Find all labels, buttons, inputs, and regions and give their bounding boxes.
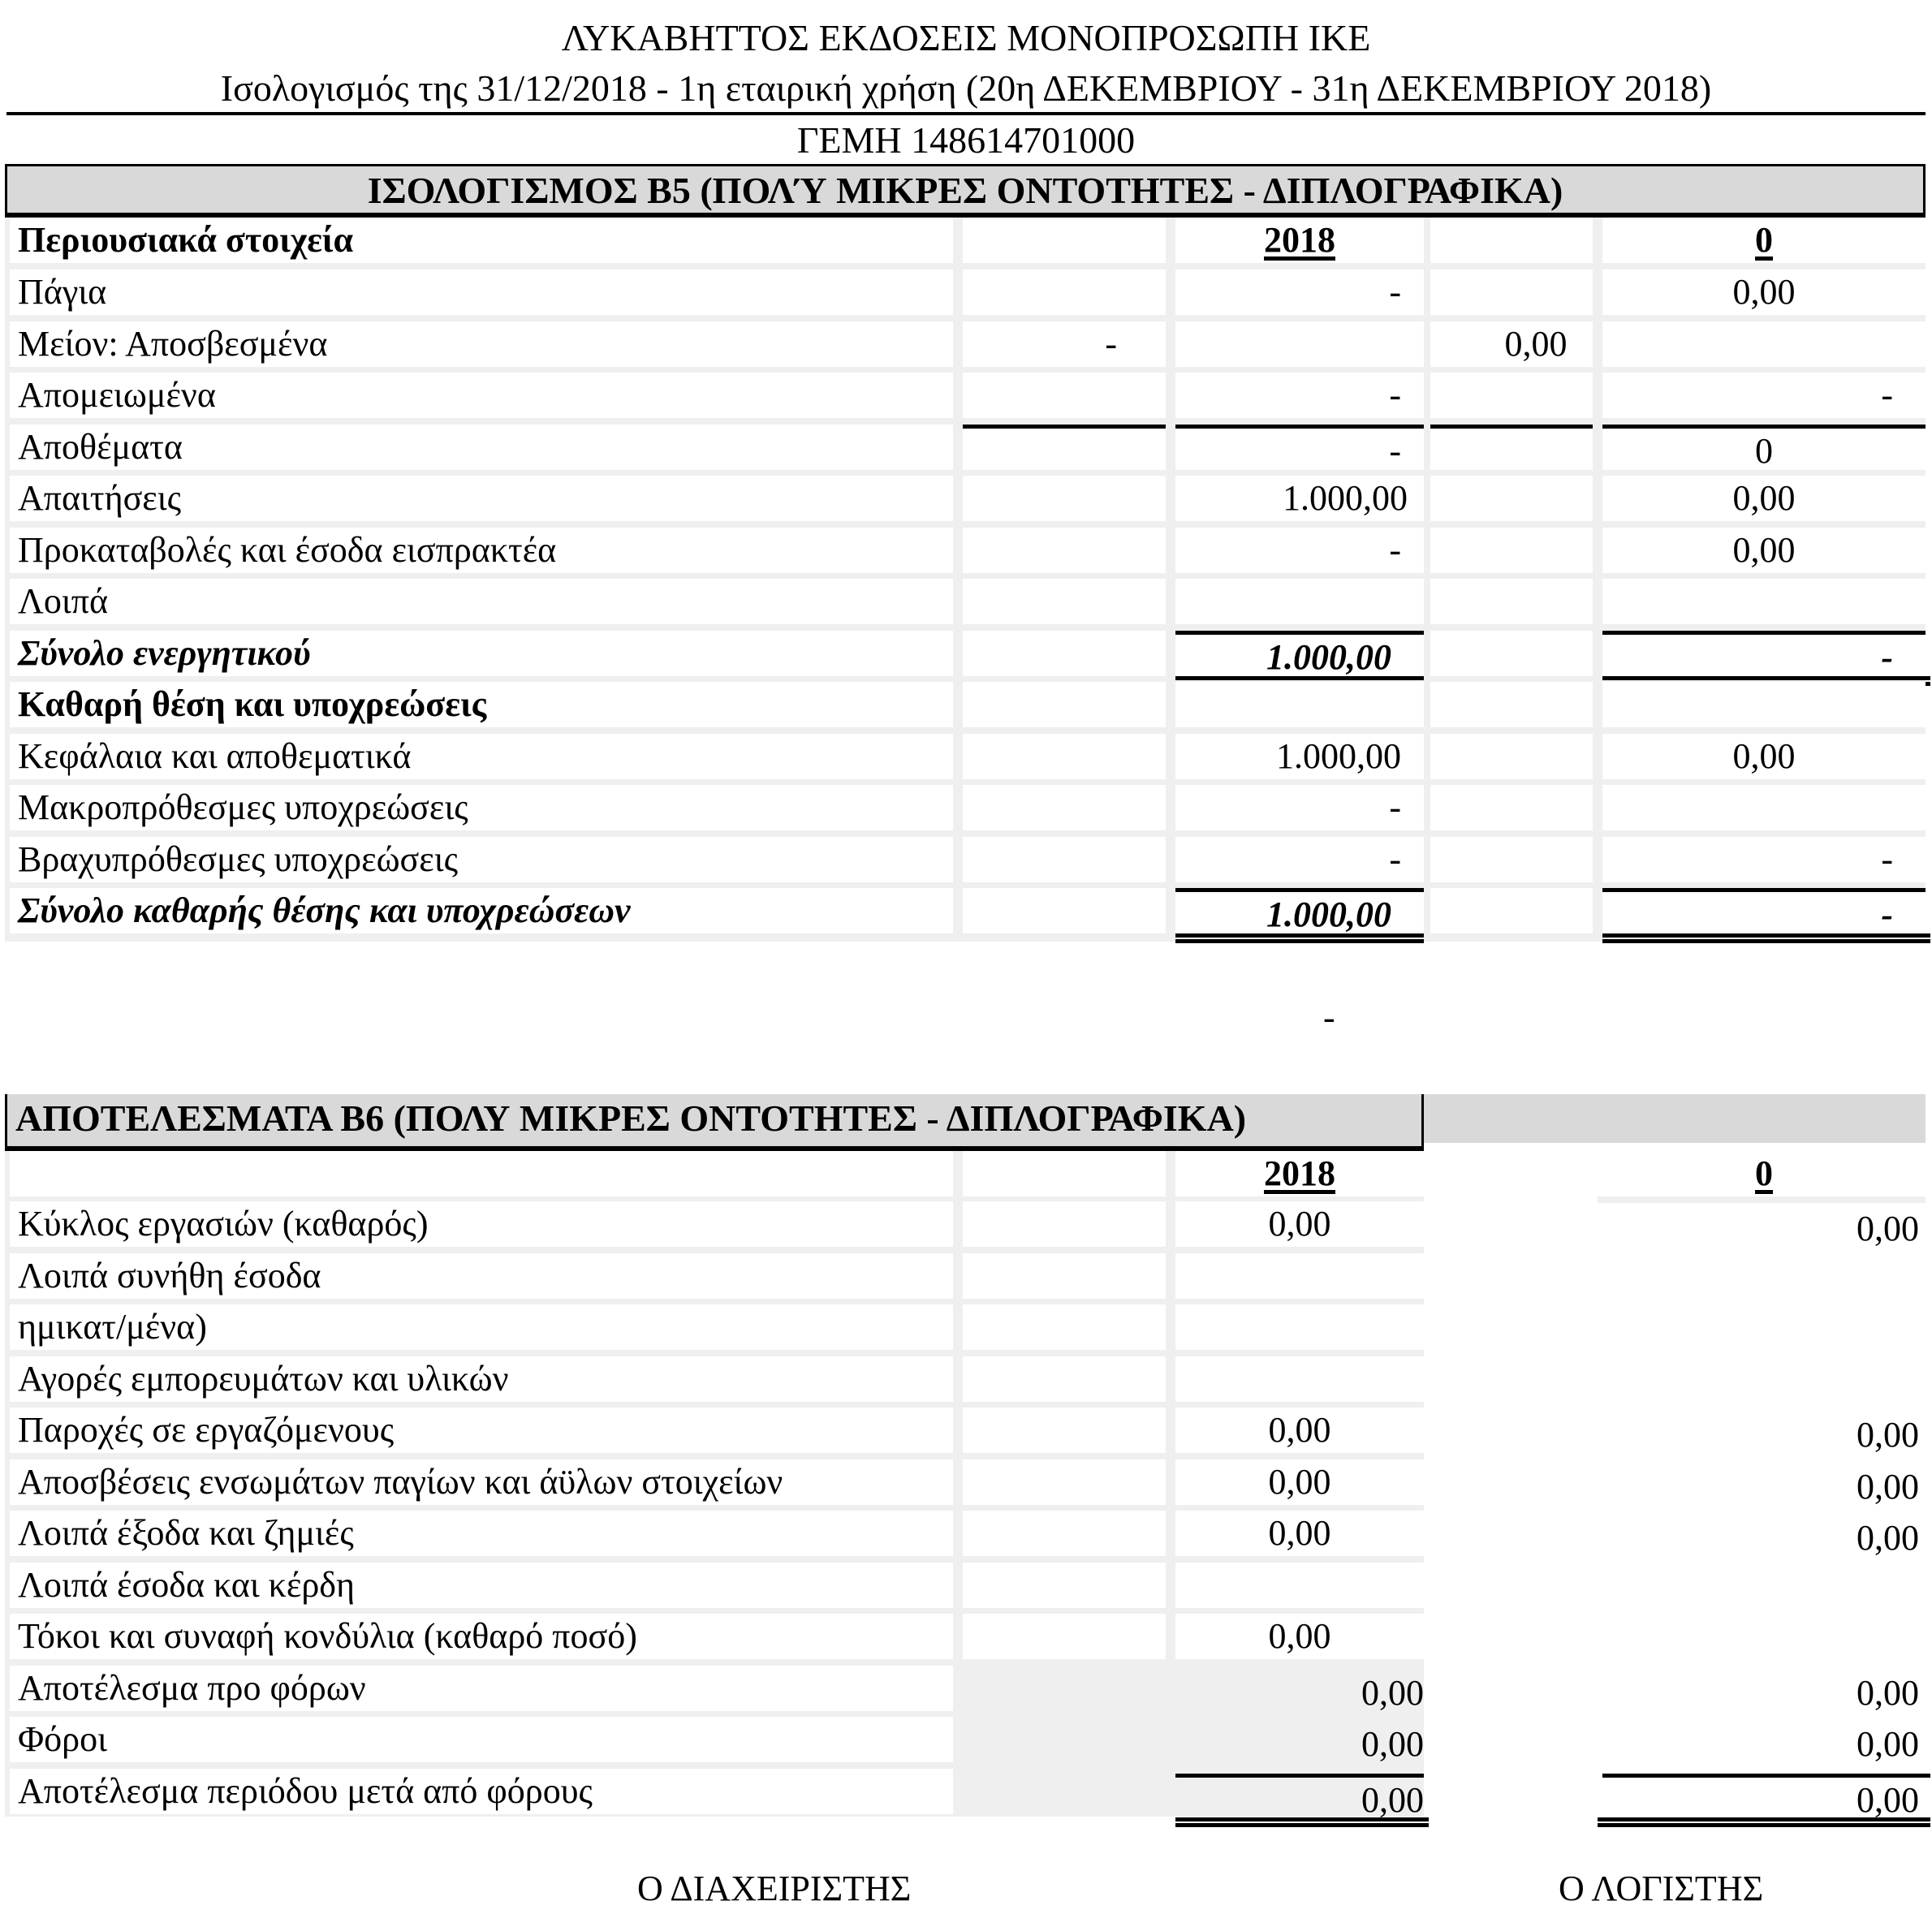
income-statement-row [5, 1769, 1926, 1820]
income-statement-row [5, 1253, 1926, 1302]
row-label: Αποτέλεσμα περιόδου μετά από φόρους [10, 1769, 953, 1814]
value-current: - [1175, 373, 1424, 418]
pl-year-current-header: 2018 [1264, 1153, 1335, 1193]
value-prior: 0,00 [1857, 1209, 1919, 1248]
value-prior: - [1602, 888, 1926, 933]
row-label: Λοιπά έξοδα και ζημιές [10, 1511, 953, 1556]
manager-signature-label: Ο ΔΙΑΧΕΙΡΙΣΤΗΣ [637, 1869, 912, 1908]
row-label: Αποτέλεσμα προ φόρων [10, 1666, 953, 1711]
empty-cell [963, 218, 1166, 263]
balance-sheet-header-row [5, 218, 1926, 266]
value-sub-c [1430, 631, 1593, 676]
empty-cell [963, 1666, 1166, 1711]
row-label: Λοιπά [10, 579, 953, 624]
value-sub-c [1430, 269, 1593, 315]
value-sub-a [963, 579, 1166, 624]
value-sub-c [1430, 476, 1593, 521]
income-statement-row [5, 1356, 1926, 1405]
income-statement-row [5, 1666, 1926, 1714]
year-current-header: 2018 [1264, 220, 1335, 260]
balance-sheet-row [5, 373, 1926, 421]
company-name: ΛΥΚΑΒΗΤΤΟΣ ΕΚΔΟΣΕΙΣ ΜΟΝΟΠΡΟΣΩΠΗ ΙΚΕ [561, 17, 1371, 58]
value-prior [1602, 1361, 1930, 1407]
row-label: Πάγια [10, 269, 953, 315]
value-sub-a [963, 373, 1166, 418]
value-prior: - [1602, 837, 1926, 882]
value-current [1175, 321, 1424, 367]
empty-cell [963, 1717, 1166, 1762]
row-label: Λοιπά έσοδα και κέρδη [10, 1563, 953, 1608]
income-statement-title: ΑΠΟΤΕΛΕΣΜΑΤΑ Β6 (ΠΟΛΥ ΜΙΚΡΕΣ ΟΝΤΟΤΗΤΕΣ - ΔΙΠΛΟΓΡΑΦΙΚΑ) [5, 1094, 1424, 1151]
income-statement-title-fill [1424, 1094, 1926, 1143]
value-current: - [1175, 837, 1424, 882]
row-label: Απομειωμένα [10, 373, 953, 418]
year-current-cell [1175, 1151, 1424, 1196]
empty-cell [963, 1356, 1166, 1402]
empty-cell [963, 1614, 1166, 1659]
report-subtitle: Ισολογισμός της 31/12/2018 - 1η εταιρική χρήση (20η ΔΕΚΕΜΒΡΙΟΥ - 31η ΔΕΚΕΜΒΡΙΟΥ 2018) [220, 67, 1712, 109]
income-statement-row [5, 1717, 1926, 1765]
value-sub-a: - [963, 321, 1166, 367]
double-underline [1175, 933, 1424, 943]
balance-sheet-title: ΙΣΟΛΟΓΙΣΜΟΣ Β5 (ΠΟΛΎ ΜΙΚΡΕΣ ΟΝΤΟΤΗΤΕΣ - ΔΙΠΛΟΓΡΑΦΙΚΑ) [5, 164, 1926, 218]
row-label: Αποθέματα [10, 425, 953, 470]
balance-sheet-row [5, 269, 1926, 318]
empty-cell [963, 1511, 1166, 1556]
balance-sheet-row [5, 476, 1926, 524]
pl-year-prior-header: 0 [1755, 1153, 1773, 1193]
income-statement-row [5, 1511, 1926, 1559]
value-sub-c [1430, 682, 1593, 727]
value-current: 0,00 [1361, 1673, 1424, 1713]
value-current: 0,00 [1175, 1511, 1424, 1556]
value-current: 1.000,00 [1175, 888, 1424, 933]
value-sub-a [963, 785, 1166, 830]
empty-cell [963, 1253, 1166, 1299]
value-prior [1602, 579, 1926, 624]
accountant-signature-label: Ο ΛΟΓΙΣΤΗΣ [1559, 1869, 1764, 1908]
value-sub-c [1430, 837, 1593, 882]
row-label: Μακροπρόθεσμες υποχρεώσεις [10, 785, 953, 830]
value-sub-a [963, 837, 1166, 882]
value-prior: 0,00 [1857, 1673, 1919, 1713]
empty-cell [10, 1151, 953, 1196]
value-prior: 0,00 [1602, 528, 1926, 573]
value-sub-a [963, 528, 1166, 573]
value-prior: 0,00 [1857, 1724, 1919, 1764]
row-label: Κύκλος εργασιών (καθαρός) [10, 1201, 953, 1247]
value-prior: 0,00 [1602, 734, 1926, 779]
value-current: 0,00 [1175, 1774, 1424, 1819]
empty-cell [963, 1459, 1166, 1505]
value-sub-c [1430, 579, 1593, 624]
value-sub-c [1430, 785, 1593, 830]
income-statement-row [5, 1614, 1926, 1662]
value-prior [1602, 1619, 1930, 1664]
value-prior [1602, 1258, 1930, 1304]
value-sub-c [1430, 528, 1593, 573]
value-prior: 0,00 [1602, 476, 1926, 521]
balance-sheet-row [5, 631, 1926, 679]
balance-sheet-row [5, 837, 1926, 886]
empty-cell [963, 1563, 1166, 1608]
income-statement-header-row [5, 1151, 1926, 1200]
empty-cell [963, 1304, 1166, 1350]
value-sub-a [963, 631, 1166, 676]
value-sub-a [963, 682, 1166, 727]
empty-cell [963, 1151, 1166, 1196]
value-current: 0,00 [1175, 1614, 1424, 1659]
empty-cell [963, 1201, 1166, 1247]
balance-sheet-row [5, 579, 1926, 627]
value-sub-c [1430, 373, 1593, 418]
value-current: - [1175, 425, 1424, 470]
value-current: 1.000,00 [1175, 476, 1424, 521]
value-sub-c: 0,00 [1430, 321, 1593, 367]
assets-heading: Περιουσιακά στοιχεία [10, 218, 953, 263]
gemh-number: ΓΕΜΗ 148614701000 [796, 119, 1136, 161]
row-label: Βραχυπρόθεσμες υποχρεώσεις [10, 837, 953, 882]
row-label: Λοιπά συνήθη έσοδα [10, 1253, 953, 1299]
value-current: 0,00 [1361, 1724, 1424, 1764]
value-sub-a [963, 888, 1166, 933]
value-current [1175, 579, 1424, 624]
value-current [1175, 1304, 1424, 1350]
value-prior: 0 [1602, 425, 1926, 470]
income-statement-row [5, 1408, 1926, 1456]
value-sub-a [963, 734, 1166, 779]
income-statement-row [5, 1563, 1926, 1611]
row-label: ημικατ/μένα) [10, 1304, 953, 1350]
value-prior [1602, 321, 1926, 367]
balance-sheet-row [5, 682, 1926, 731]
value-current: 0,00 [1175, 1408, 1424, 1453]
value-prior [1602, 785, 1926, 830]
balance-sheet-row [5, 425, 1926, 473]
income-statement-row [5, 1201, 1926, 1250]
header-rule [6, 112, 1926, 115]
double-underline [1175, 1817, 1429, 1827]
row-label: Καθαρή θέση και υποχρεώσεις [10, 682, 953, 727]
income-statement-row [5, 1459, 1926, 1508]
balance-sheet-row [5, 888, 1926, 937]
value-sub-c [1430, 425, 1593, 470]
year-prior-cell [1602, 1151, 1926, 1196]
value-current: - [1175, 528, 1424, 573]
value-prior: 0,00 [1857, 1467, 1919, 1507]
row-label: Προκαταβολές και έσοδα εισπρακτέα [10, 528, 953, 573]
double-underline [1598, 1817, 1930, 1827]
row-label: Μείον: Αποσβεσμένα [10, 321, 953, 367]
value-prior: 0,00 [1602, 1774, 1930, 1819]
double-underline [1602, 933, 1930, 943]
value-sub-c [1430, 734, 1593, 779]
value-prior [1602, 682, 1926, 727]
value-prior [1602, 1567, 1930, 1613]
value-prior: 0,00 [1602, 269, 1926, 315]
value-prior: - [1602, 631, 1926, 676]
value-current [1175, 682, 1424, 727]
value-prior: 0,00 [1857, 1415, 1919, 1455]
value-current: - [1175, 785, 1424, 830]
row-label: Σύνολο καθαρής θέσης και υποχρεώσεων [10, 888, 953, 933]
year-current-cell [1175, 218, 1424, 263]
row-label: Παροχές σε εργαζόμενους [10, 1408, 953, 1453]
year-prior-cell [1602, 218, 1926, 263]
value-current: 0,00 [1175, 1201, 1424, 1247]
row-label: Σύνολο ενεργητικού [10, 631, 953, 676]
empty-cell [1430, 218, 1593, 263]
balance-sheet-row [5, 528, 1926, 576]
value-current: 0,00 [1175, 1459, 1424, 1505]
balance-sheet-row [5, 734, 1926, 782]
income-statement-row [5, 1304, 1926, 1353]
value-current [1175, 1356, 1424, 1402]
value-current: 1.000,00 [1175, 734, 1424, 779]
row-label: Τόκοι και συναφή κονδύλια (καθαρό ποσό) [10, 1614, 953, 1659]
value-prior [1602, 1309, 1930, 1355]
value-current: 1.000,00 [1175, 631, 1424, 676]
balance-sheet-row [5, 321, 1926, 370]
row-label: Αγορές εμπορευμάτων και υλικών [10, 1356, 953, 1402]
empty-cell [963, 1769, 1166, 1814]
value-sub-a [963, 476, 1166, 521]
balance-sheet-row [5, 785, 1926, 834]
value-prior: 0,00 [1857, 1518, 1919, 1558]
value-current: - [1175, 269, 1424, 315]
value-current [1175, 1253, 1424, 1299]
row-label: Κεφάλαια και αποθεματικά [10, 734, 953, 779]
value-prior: - [1602, 373, 1926, 418]
row-label: Φόροι [10, 1717, 953, 1762]
row-label: Αποσβέσεις ενσωμάτων παγίων και άϋλων στοιχείων [10, 1459, 953, 1505]
value-current [1175, 1563, 1424, 1608]
stray-dash: - [1323, 998, 1335, 1037]
row-label: Απαιτήσεις [10, 476, 953, 521]
year-prior-header: 0 [1755, 220, 1773, 260]
value-sub-c [1430, 888, 1593, 933]
value-sub-a [963, 425, 1166, 470]
value-sub-a [963, 269, 1166, 315]
empty-cell [963, 1408, 1166, 1453]
